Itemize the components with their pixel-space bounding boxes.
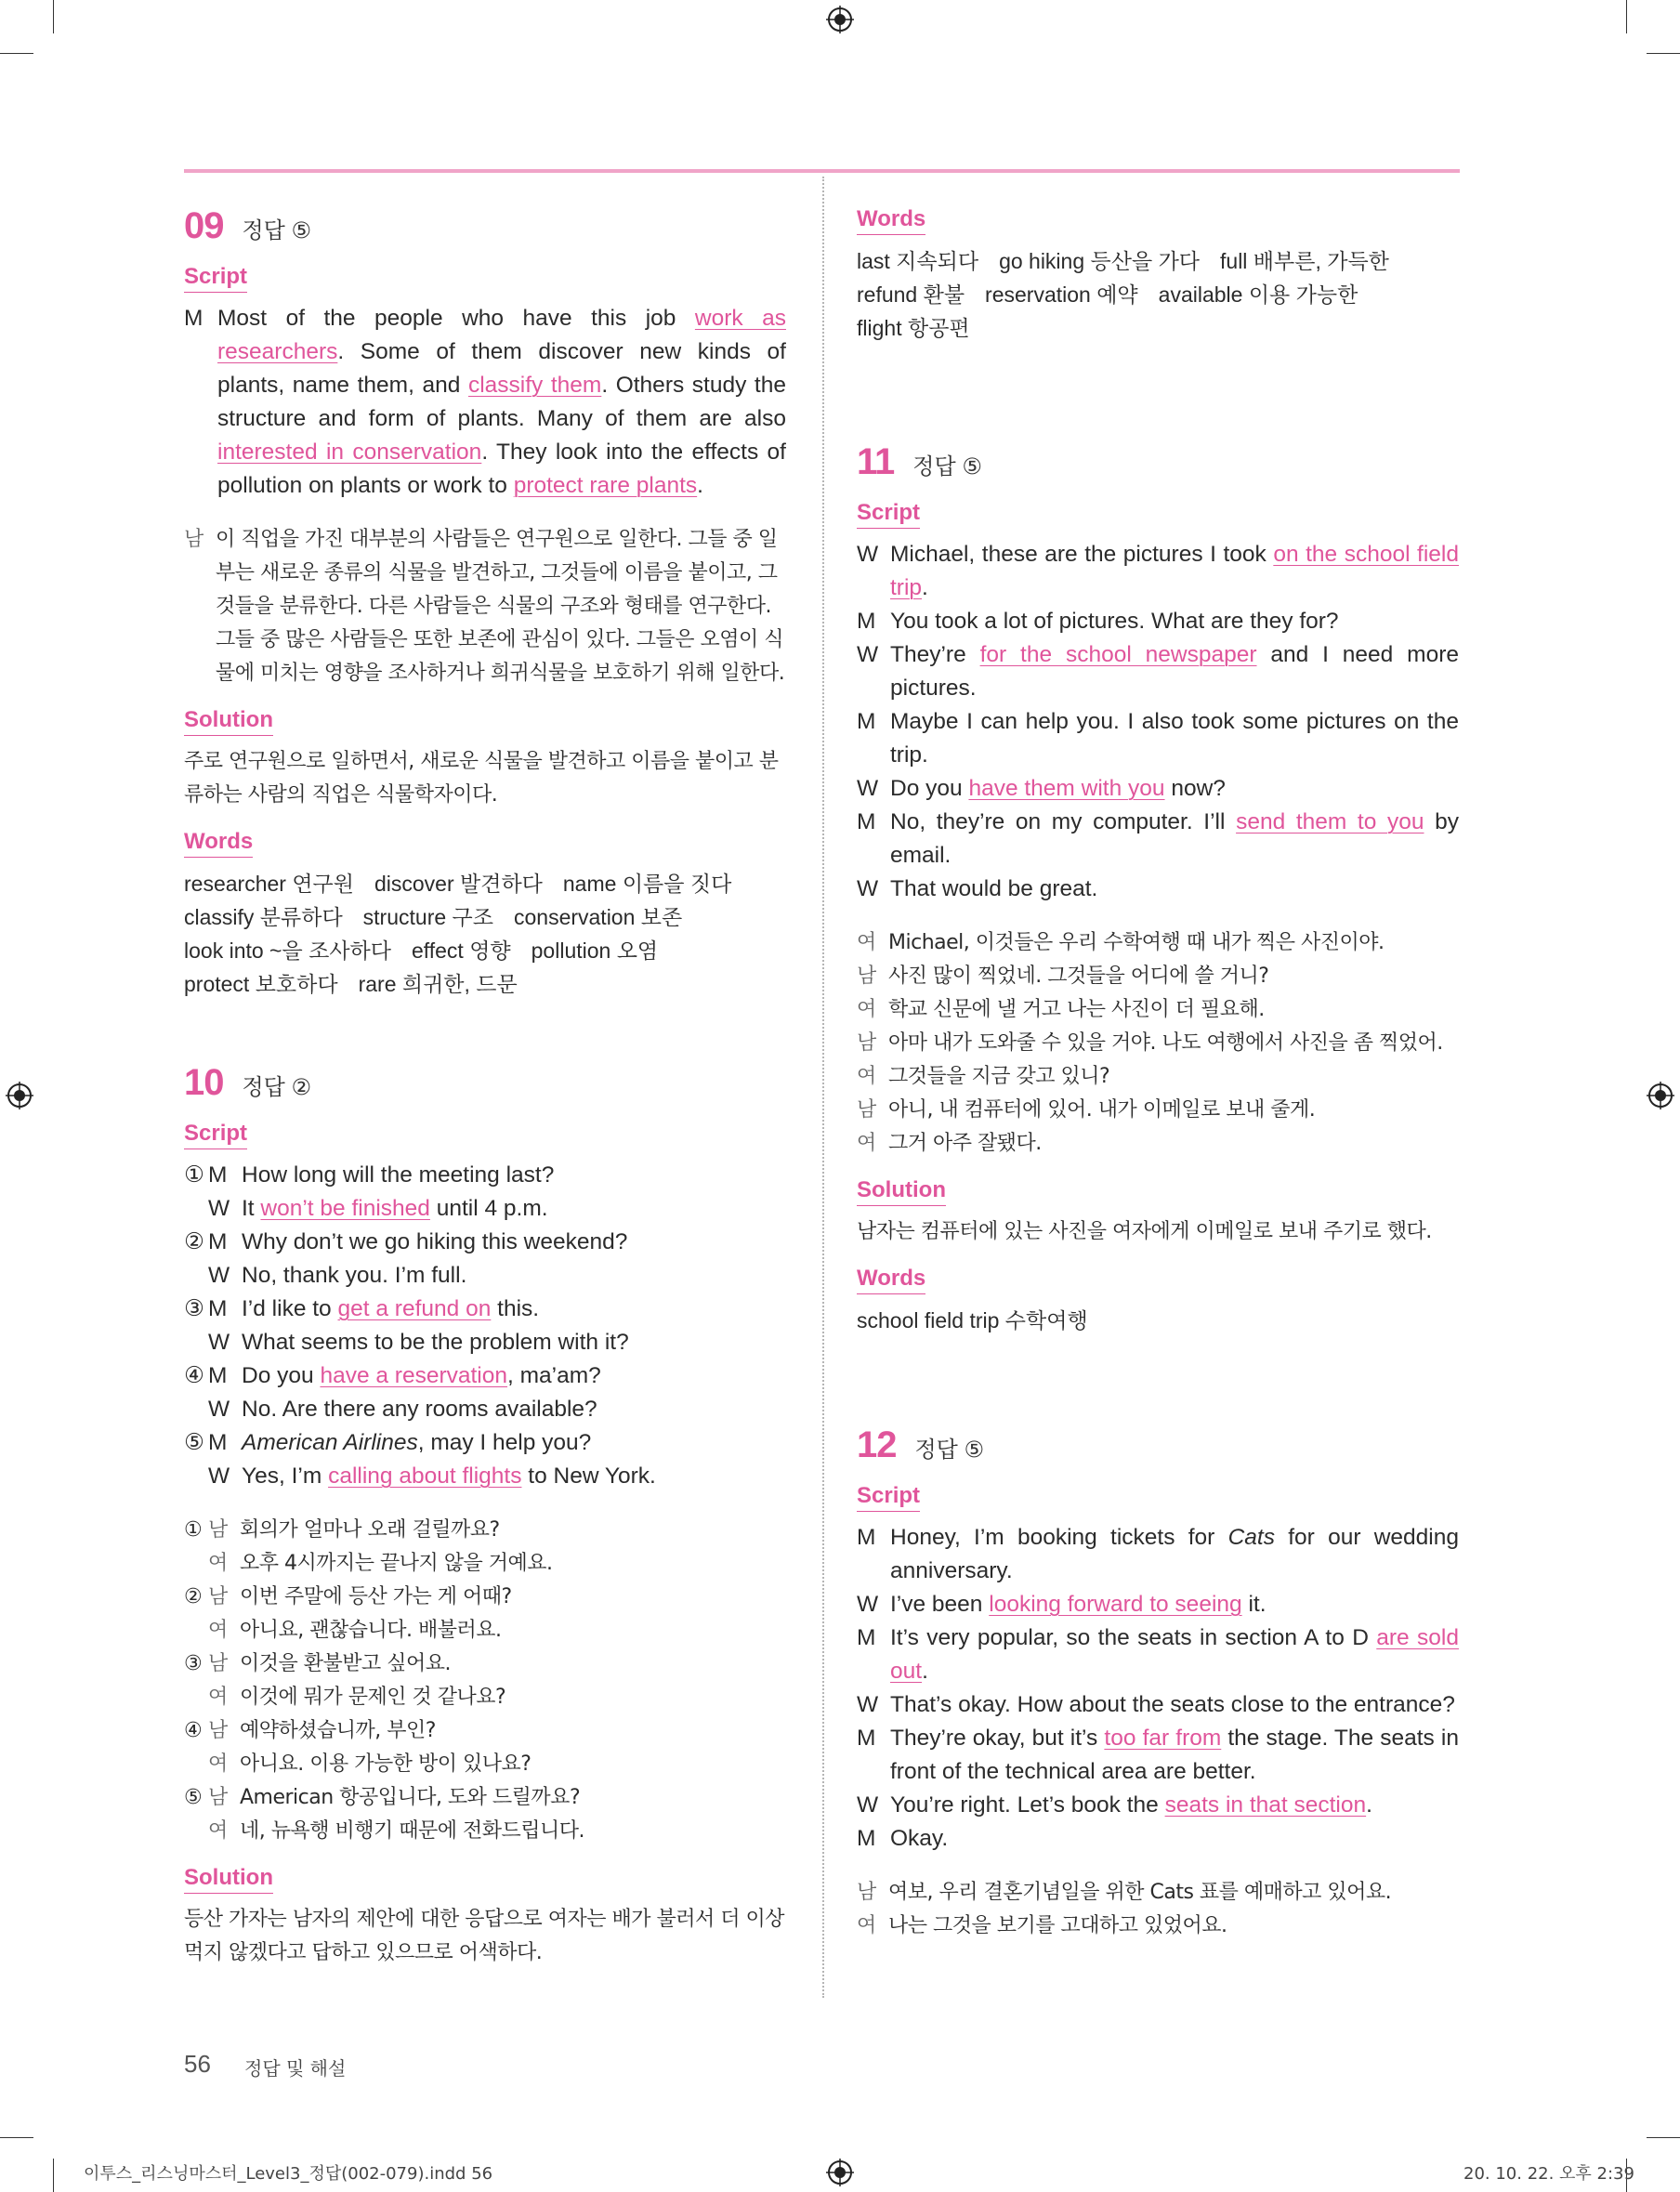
page-number: 56 <box>184 2050 211 2078</box>
speaker-label: M <box>208 1363 228 1388</box>
script-block <box>184 1159 786 1493</box>
translation-line <box>857 1060 1459 1094</box>
script-line <box>857 1722 1459 1789</box>
speaker-label: 여 <box>857 931 876 954</box>
speaker-label: W <box>208 1263 230 1288</box>
translation-text: 그거 아주 잘됐다. <box>888 1132 1042 1155</box>
script-text: How long will the meeting last? <box>242 1162 555 1188</box>
question-10-words <box>857 206 1459 345</box>
speaker-label: W <box>857 542 879 567</box>
script-text: I’d like to get a refund on this. <box>242 1296 540 1321</box>
translation-line <box>184 1815 786 1848</box>
script-text: Michael, these are the pictures I took on the school field trip. <box>890 542 1460 600</box>
question-header <box>857 441 1459 483</box>
option-number: ① <box>184 1162 204 1188</box>
option-line <box>184 1293 786 1326</box>
speaker-label: M <box>184 306 203 331</box>
word-list <box>184 867 786 1001</box>
word-entry: available 이용 가능한 <box>1158 282 1358 307</box>
translation-line <box>184 1581 786 1614</box>
speaker-label: 여 <box>857 998 876 1021</box>
translation-line <box>857 960 1459 993</box>
script-block <box>857 538 1459 906</box>
script-text: What seems to be the problem with it? <box>242 1330 629 1355</box>
script-line <box>857 705 1459 772</box>
word-entry: go hiking 등산을 가다 <box>999 249 1201 273</box>
word-row <box>184 934 786 967</box>
translation-text: 학교 신문에 낼 거고 나는 사진이 더 필요해. <box>888 998 1265 1021</box>
script-text: That would be great. <box>890 876 1098 901</box>
translation-text: 아니요. 이용 가능한 방이 있나요? <box>240 1752 532 1776</box>
solution-text: 등산 가자는 남자의 제안에 대한 응답으로 여자는 배가 불러서 더 이상 먹지 않겠다고 답하고 있으므로 어색하다. <box>184 1908 784 1964</box>
question-header <box>184 1062 786 1104</box>
script-line <box>857 1521 1459 1588</box>
script-line <box>857 772 1459 806</box>
translation-text: 회의가 얼마나 오래 걸릴까요? <box>240 1518 500 1542</box>
option-line <box>184 1393 786 1426</box>
translation-line <box>184 1714 786 1748</box>
translation-line <box>857 1876 1459 1910</box>
option-number <box>184 1393 208 1426</box>
speaker-label: W <box>857 1592 879 1617</box>
word-row <box>184 967 786 1001</box>
crop-mark <box>53 2159 54 2192</box>
speaker-label: 여 <box>208 1819 228 1843</box>
script-line <box>857 1621 1459 1688</box>
translation-text: American 항공입니다, 도와 드릴까요? <box>240 1786 581 1809</box>
solution-label: Solution <box>184 1865 273 1894</box>
translation-text: 이 직업을 가진 대부분의 사람들은 연구원으로 일한다. 그들 중 일부는 새로운 종류의 식물을 발견하고, 그것들에 이름을 붙이고, 그것들을 분류한다. 다른 사람들은 식물의 구조와 형태를 연구한다. 그들 중 많은 사람들은 또한 보존에 관심이 있다. 그들은 오염이 식물에 미치는 영향을 조사하거나 희귀식물을 보호하기 위해 일한다. <box>216 528 785 685</box>
option-number: ③ <box>184 1652 203 1675</box>
option-number <box>184 1614 208 1647</box>
script-text: Do you have them with you now? <box>890 776 1226 801</box>
option-line <box>184 1192 786 1226</box>
translation-line <box>857 1127 1459 1161</box>
translation-text: 네, 뉴욕행 비행기 때문에 전화드립니다. <box>240 1819 584 1843</box>
answer-key: 정답 ⑤ <box>914 1437 985 1463</box>
word-list <box>857 244 1459 345</box>
crop-mark <box>1647 53 1680 54</box>
translation-line <box>184 1681 786 1714</box>
left-column <box>184 200 786 1970</box>
option-line <box>184 1259 786 1293</box>
speaker-label: 남 <box>208 1786 228 1809</box>
translation-text: 이것에 뭐가 문제인 것 같나요? <box>240 1686 506 1709</box>
words-label: Words <box>184 829 253 858</box>
script-text: Maybe I can help you. I also took some pictures on the trip. <box>890 709 1459 768</box>
option-number: ④ <box>184 1719 203 1742</box>
word-entry: full 배부른, 가득한 <box>1220 249 1389 273</box>
speaker-label: M <box>857 1625 876 1650</box>
script-text: Why don’t we go hiking this weekend? <box>242 1229 628 1254</box>
question-number: 12 <box>857 1424 897 1465</box>
word-entry: pollution 오염 <box>531 938 659 963</box>
script-line <box>857 638 1459 705</box>
solution-label: Solution <box>857 1177 946 1206</box>
script-block <box>184 302 786 503</box>
crop-mark <box>53 0 54 33</box>
speaker-label: M <box>857 809 876 834</box>
question-number: 10 <box>184 1062 224 1103</box>
speaker-label: W <box>857 776 879 801</box>
speaker-label: M <box>208 1162 228 1188</box>
script-text: No, thank you. I’m full. <box>242 1263 467 1288</box>
speaker-label: W <box>208 1397 230 1422</box>
speaker-label: M <box>208 1296 228 1321</box>
word-entry: reservation 예약 <box>985 282 1138 307</box>
speaker-label: M <box>208 1430 228 1455</box>
speaker-label: 남 <box>208 1652 228 1675</box>
script-label: Script <box>857 500 920 529</box>
registration-mark-icon <box>826 2159 854 2186</box>
translation-text: 아니요, 괜찮습니다. 배불러요. <box>240 1619 502 1642</box>
word-entry: conservation 보존 <box>513 905 683 929</box>
print-file-name: 이투스_리스닝마스터_Level3_정답(002-079).indd 56 <box>84 2164 493 2184</box>
question-number: 11 <box>857 441 895 482</box>
word-entry: refund 환불 <box>857 282 965 307</box>
words-label: Words <box>857 206 925 235</box>
script-line <box>857 1822 1459 1856</box>
korean-translation <box>857 1876 1459 1943</box>
translation-text: Michael, 이것들은 우리 수학여행 때 내가 찍은 사진이야. <box>888 931 1385 954</box>
script-block <box>857 1521 1459 1856</box>
speaker-label: 여 <box>208 1752 228 1776</box>
translation-text: 아마 내가 도와줄 수 있을 거야. 나도 여행에서 사진을 좀 찍었어. <box>888 1031 1443 1055</box>
crop-mark <box>0 2137 33 2138</box>
translation-line <box>857 1094 1459 1127</box>
word-row <box>857 1304 1459 1337</box>
word-entry: flight 항공편 <box>857 316 970 340</box>
script-line <box>857 1588 1459 1621</box>
print-timestamp: 20. 10. 22. 오후 2:39 <box>1463 2164 1634 2184</box>
option-number: ④ <box>184 1363 204 1388</box>
translation-text: 여보, 우리 결혼기념일을 위한 Cats 표를 예매하고 있어요. <box>888 1881 1392 1904</box>
word-row <box>857 311 1459 345</box>
translation-line <box>184 1781 786 1815</box>
option-number <box>184 1681 208 1714</box>
option-number: ② <box>184 1585 203 1608</box>
script-text: You’re right. Let’s book the seats in that section. <box>890 1792 1372 1818</box>
speaker-label: 남 <box>184 528 203 551</box>
speaker-label: W <box>857 1792 879 1818</box>
translation-line <box>184 1614 786 1647</box>
translation-text: 예약하셨습니까, 부인? <box>240 1719 436 1742</box>
page-section-label: 정답 및 해설 <box>244 2057 347 2080</box>
script-text: Do you have a reservation, ma’am? <box>242 1363 601 1388</box>
speaker-label: M <box>857 1525 876 1550</box>
translation-text: 이번 주말에 등산 가는 게 어때? <box>240 1585 512 1608</box>
script-label: Script <box>184 1121 247 1149</box>
option-line <box>184 1226 786 1259</box>
script-text: American Airlines, may I help you? <box>242 1430 592 1455</box>
script-text: No. Are there any rooms available? <box>242 1397 597 1422</box>
crop-mark <box>1626 0 1627 33</box>
option-number: ③ <box>184 1296 204 1321</box>
registration-mark-icon <box>6 1082 33 1109</box>
word-entry: protect 보호하다 <box>184 972 338 996</box>
option-number <box>184 1748 208 1781</box>
question-header <box>184 205 786 247</box>
script-line <box>857 1688 1459 1722</box>
option-number: ② <box>184 1229 204 1254</box>
question-10 <box>184 1062 786 1970</box>
option-line <box>184 1159 786 1192</box>
speaker-label: 남 <box>857 965 876 988</box>
translation-text: 사진 많이 찍었네. 그것들을 어디에 쓸 거니? <box>888 965 1269 988</box>
korean-translation <box>184 1514 786 1848</box>
solution-text: 남자는 컴퓨터에 있는 사진을 여자에게 이메일로 보내 주기로 했다. <box>857 1220 1432 1243</box>
speaker-label: 여 <box>208 1686 228 1709</box>
speaker-label: 남 <box>208 1719 228 1742</box>
answer-key: 정답 ⑤ <box>912 454 982 479</box>
word-entry: school field trip 수학여행 <box>857 1308 1088 1332</box>
word-list <box>857 1304 1459 1337</box>
top-rule <box>184 169 1460 173</box>
speaker-label: W <box>208 1330 230 1355</box>
speaker-label: M <box>208 1229 228 1254</box>
speaker-label: M <box>857 1826 876 1851</box>
word-entry: discover 발견하다 <box>374 872 543 896</box>
speaker-label: 여 <box>208 1619 228 1642</box>
speaker-label: 남 <box>857 1881 876 1904</box>
script-text: Yes, I’m calling about flights to New York. <box>242 1464 656 1489</box>
option-number: ⑤ <box>184 1786 203 1809</box>
script-line <box>857 806 1459 873</box>
speaker-label: 남 <box>857 1031 876 1055</box>
word-entry: effect 영향 <box>411 938 511 963</box>
speaker-label: 여 <box>208 1552 228 1575</box>
script-text: They’re for the school newspaper and I need more pictures. <box>890 642 1459 701</box>
translation-line <box>184 523 786 690</box>
option-number <box>184 1259 208 1293</box>
script-line <box>857 538 1459 605</box>
solution-text: 주로 연구원으로 일하면서, 새로운 식물을 발견하고 이름을 붙이고 분류하는 사람의 직업은 식물학자이다. <box>184 750 779 807</box>
option-line <box>184 1460 786 1493</box>
translation-text: 나는 그것을 보기를 고대하고 있었어요. <box>888 1914 1227 1937</box>
word-entry: last 지속되다 <box>857 249 979 273</box>
translation-line <box>857 993 1459 1027</box>
translation-text: 그것들을 지금 갖고 있니? <box>888 1065 1110 1088</box>
word-row <box>184 900 786 934</box>
word-entry: name 이름을 짓다 <box>562 872 732 896</box>
speaker-label: 여 <box>857 1132 876 1155</box>
translation-text: 오후 4시까지는 끝나지 않을 거예요. <box>240 1552 553 1575</box>
speaker-label: 여 <box>857 1914 876 1937</box>
option-number <box>184 1326 208 1359</box>
question-number: 09 <box>184 205 224 246</box>
script-line <box>857 605 1459 638</box>
translation-line <box>857 1027 1459 1060</box>
speaker-label: W <box>208 1464 230 1489</box>
option-line <box>184 1326 786 1359</box>
script-text: I’ve been looking forward to seeing it. <box>890 1592 1267 1617</box>
script-line <box>184 302 786 503</box>
script-line <box>857 873 1459 906</box>
option-number <box>184 1460 208 1493</box>
solution-label: Solution <box>184 707 273 736</box>
question-09 <box>184 205 786 1001</box>
speaker-label: W <box>857 876 879 901</box>
translation-line <box>184 1647 786 1681</box>
word-entry: classify 분류하다 <box>184 905 343 929</box>
words-label: Words <box>857 1266 925 1294</box>
translation-line <box>857 926 1459 960</box>
registration-mark-icon <box>826 6 854 33</box>
option-number <box>184 1547 208 1581</box>
speaker-label: M <box>857 609 876 634</box>
right-column <box>857 206 1459 1943</box>
script-label: Script <box>857 1483 920 1512</box>
speaker-label: 남 <box>857 1098 876 1122</box>
translation-line <box>184 1748 786 1781</box>
word-entry: look into ~을 조사하다 <box>184 938 391 963</box>
script-text: You took a lot of pictures. What are they for? <box>890 609 1339 634</box>
speaker-label: W <box>208 1196 230 1221</box>
speaker-label: W <box>857 642 879 667</box>
option-number <box>184 1815 208 1848</box>
speaker-label: W <box>857 1692 879 1717</box>
script-text: It won’t be finished until 4 p.m. <box>242 1196 548 1221</box>
korean-translation <box>857 926 1459 1161</box>
option-number <box>184 1192 208 1226</box>
translation-text: 아니, 내 컴퓨터에 있어. 내가 이메일로 보내 줄게. <box>888 1098 1316 1122</box>
registration-mark-icon <box>1647 1082 1674 1109</box>
word-entry: rare 희귀한, 드문 <box>358 972 518 996</box>
question-header <box>857 1424 1459 1466</box>
column-divider <box>822 177 824 1998</box>
script-text: They’re okay, but it’s too far from the stage. The seats in front of the technical area are better. <box>890 1726 1459 1784</box>
script-text: Honey, I’m booking tickets for Cats for our wedding anniversary. <box>890 1525 1459 1583</box>
script-text: That’s okay. How about the seats close to the entrance? <box>890 1692 1455 1717</box>
speaker-label: M <box>857 1726 876 1751</box>
answer-key: 정답 ② <box>242 1075 312 1100</box>
script-label: Script <box>184 264 247 293</box>
word-row <box>857 278 1459 311</box>
option-number: ⑤ <box>184 1430 204 1455</box>
word-entry: researcher 연구원 <box>184 872 354 896</box>
script-line <box>857 1789 1459 1822</box>
option-line <box>184 1426 786 1460</box>
translation-line <box>184 1547 786 1581</box>
speaker-label: 여 <box>857 1065 876 1088</box>
word-row <box>184 867 786 900</box>
speaker-label: 남 <box>208 1518 228 1542</box>
script-text: It’s very popular, so the seats in section A to D are sold out. <box>890 1625 1459 1684</box>
translation-line <box>857 1910 1459 1943</box>
translation-text: 이것을 환불받고 싶어요. <box>240 1652 452 1675</box>
korean-translation <box>184 523 786 690</box>
translation-line <box>184 1514 786 1547</box>
word-row <box>857 244 1459 278</box>
speaker-label: M <box>857 709 876 734</box>
speaker-label: 남 <box>208 1585 228 1608</box>
crop-mark <box>0 53 33 54</box>
crop-mark <box>1647 2137 1680 2138</box>
option-number: ① <box>184 1518 203 1542</box>
option-line <box>184 1359 786 1393</box>
word-entry: structure 구조 <box>362 905 493 929</box>
answer-key: 정답 ⑤ <box>242 218 312 243</box>
script-text: No, they’re on my computer. I’ll send them to you by email. <box>890 809 1460 868</box>
script-text: Most of the people who have this job work as researchers. Some of them discover new kinds of plants, name them, and classify them. Others study the structure and form of plants. Many of them are also interested in conservation. They look into the effects of pollution on plants or work to protect rare plants. <box>217 306 786 498</box>
script-text: Okay. <box>890 1826 949 1851</box>
question-11 <box>857 441 1459 1337</box>
question-12 <box>857 1424 1459 1943</box>
